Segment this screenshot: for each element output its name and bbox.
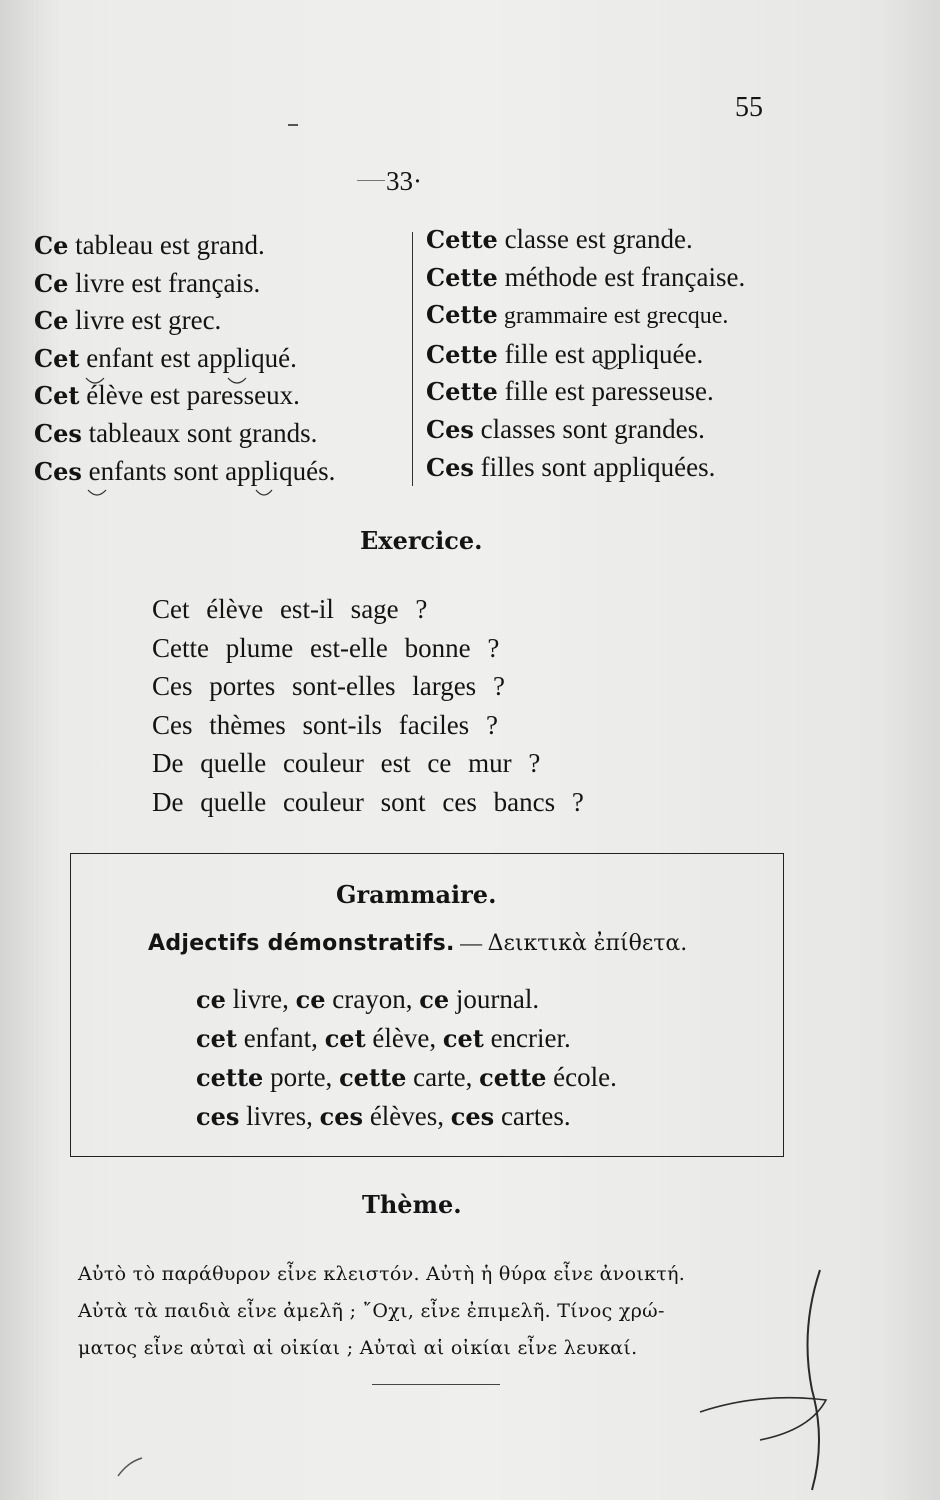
noun-text: carte,: [406, 1062, 480, 1092]
exercice-heading: Exercice.: [360, 526, 483, 555]
demonstrative-word: Cette: [426, 377, 498, 407]
exercise-question: Cette plume est-elle bonne ?: [152, 632, 500, 663]
demonstrative-word: Ce: [34, 231, 69, 260]
noun-text: crayon,: [325, 984, 420, 1014]
subtitle-french: Adjectifs démonstratifs.: [148, 931, 455, 956]
noun-text: livres,: [239, 1101, 320, 1131]
noun-text: élèves,: [363, 1101, 451, 1131]
demonstrative-word: Ces: [34, 456, 82, 486]
handwritten-stroke: [808, 1270, 821, 1490]
sentence-rest: méthode est française.: [497, 261, 746, 292]
demonstrative-word: cette: [339, 1063, 407, 1092]
demonstrative-word: Ces: [34, 418, 82, 448]
sentence-rest: livre est grec.: [68, 305, 222, 336]
liaison-mark: [600, 364, 618, 369]
noun-text: encrier.: [483, 1023, 571, 1053]
sentence-rest: grammaire est grecque.: [497, 303, 729, 330]
sentence-rest: enfants sont appliqués.: [81, 455, 336, 486]
demonstrative-word: cette: [479, 1063, 547, 1092]
demonstrative-word: Cette: [426, 262, 498, 292]
liaison-mark: [256, 490, 272, 495]
handwritten-stroke: [118, 1458, 142, 1476]
demonstrative-word: cet: [442, 1024, 484, 1053]
demonstrative-word: ces: [319, 1102, 364, 1131]
noun-text: école.: [546, 1062, 617, 1092]
exercise-question: Ces thèmes sont-ils faciles ?: [152, 709, 498, 740]
exercise-question: De quelle couleur est ce mur ?: [152, 748, 541, 778]
demonstrative-word: Cette: [426, 225, 498, 254]
noun-text: élève,: [365, 1023, 443, 1053]
demonstrative-word: Cet: [34, 343, 80, 373]
demonstrative-word: Cette: [426, 300, 498, 330]
exercise-question: Cet élève est-il sage ?: [152, 594, 428, 624]
sentence-rest: classes sont grandes.: [473, 413, 705, 444]
sentence-rest: fille est appliquée.: [497, 338, 704, 369]
sentence-rest: tableau est grand.: [68, 230, 265, 260]
demonstrative-word: Ce: [34, 306, 69, 336]
subtitle-greek: Δεικτικὰ ἐπίθετα.: [487, 931, 688, 956]
page-number: 55: [735, 92, 763, 123]
exercise-question: De quelle couleur sont ces bancs ?: [152, 786, 584, 817]
sentence-rest: filles sont appliquées.: [473, 451, 716, 482]
demonstrative-word: ce: [196, 985, 226, 1014]
liaison-mark: [86, 378, 104, 383]
sentence-rest: tableaux sont grands.: [81, 417, 318, 448]
demonstrative-word: cette: [196, 1063, 264, 1092]
exercise-question: Ces portes sont-elles larges ?: [152, 671, 505, 701]
sentence-rest: élève est paresseux.: [79, 380, 300, 411]
liaison-mark: [88, 490, 106, 495]
subtitle-dash: —: [454, 930, 488, 955]
sentence-rest: classe est grande.: [497, 224, 693, 254]
theme-heading: Thème.: [362, 1190, 462, 1219]
demonstrative-word: ce: [295, 985, 326, 1014]
demonstrative-word: ces: [450, 1102, 495, 1131]
demonstrative-word: Cette: [426, 339, 498, 369]
printed-section-number: 33·: [386, 166, 422, 196]
demonstrative-word: Ces: [426, 452, 474, 482]
liaison-mark: [228, 378, 246, 383]
noun-text: journal.: [449, 984, 540, 1014]
demonstrative-word: Ce: [34, 268, 69, 298]
sentence-rest: enfant est appliqué.: [79, 342, 297, 373]
noun-text: enfant,: [236, 1023, 325, 1053]
grammaire-heading: Grammaire.: [336, 880, 497, 909]
demonstrative-word: cet: [324, 1024, 366, 1053]
demonstrative-word: cet: [196, 1024, 237, 1053]
noun-text: cartes.: [494, 1101, 571, 1131]
theme-line: Αὐτὰ τὰ παιδιὰ εἶνε ἀμελῆ ; ῎Οχι, εἶνε ἐπιμελῆ. Τίνος χρώ-: [78, 1300, 665, 1322]
handwritten-stroke: [700, 1398, 826, 1440]
demonstrative-word: Ces: [426, 414, 474, 444]
demonstrative-word: ces: [196, 1102, 240, 1131]
noun-text: porte,: [263, 1062, 340, 1092]
demonstrative-word: Cet: [34, 381, 80, 411]
sentence-rest: fille est paresseuse.: [497, 376, 714, 407]
sentence-rest: livre est français.: [68, 267, 261, 298]
theme-line: ματος εἶνε αὐταὶ αἱ οἰκίαι ; Αὐταὶ αἱ οἰκίαι εἶνε λευκαί.: [78, 1337, 638, 1359]
theme-line: Αὐτὸ τὸ παράθυρον εἶνε κλειστόν. Αὐτὴ ἡ θύρα εἶνε ἀνοικτή.: [78, 1263, 686, 1285]
demonstrative-word: ce: [419, 985, 450, 1014]
noun-text: livre,: [225, 984, 296, 1014]
